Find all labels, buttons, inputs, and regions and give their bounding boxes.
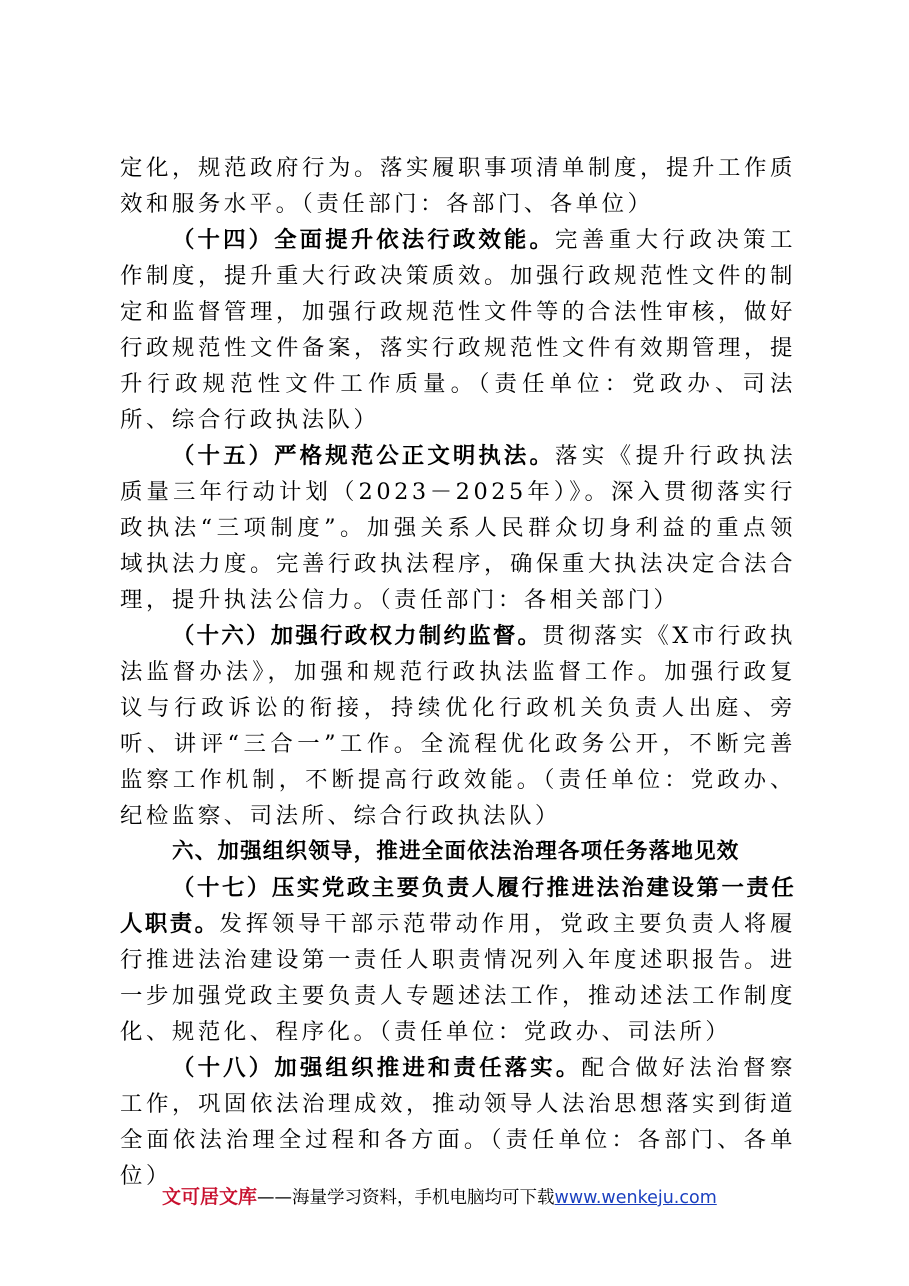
continuation-paragraph bbox=[120, 150, 796, 222]
item-16-heading: （十六）加强行政权力制约监督。 bbox=[172, 623, 543, 649]
item-17-paragraph bbox=[120, 870, 796, 1050]
item-14-text: 完善重大行政决策工作制度，提升重大行政决策质效。加强行政规范性文件的制定和监督管理，加强行政规范性文件等的合法性审核，做好行政规范性文件备案，落实行政规范性文件有效期管理，提升行政规范性文件工作质量。（责任单位：党政办、司法所、综合行政执法队） bbox=[120, 227, 797, 433]
footer-website-link[interactable]: www.wenkeju.com bbox=[554, 1188, 717, 1208]
item-17-heading: （十七）压实党政主要负责人履行推进法治建设第一责任人职责。 bbox=[120, 875, 796, 937]
document-body bbox=[120, 150, 796, 1194]
item-15-heading: （十五）严格规范公正文明执法。 bbox=[172, 443, 555, 469]
item-14-heading: （十四）全面提升依法行政效能。 bbox=[172, 227, 555, 253]
item-17-text: 发挥领导干部示范带动作用，党政主要负责人将履行推进法治建设第一责任人职责情况列入年度述职报告。进一步加强党政主要负责人专题述法工作，推动述法工作制度化、规范化、程序化。（责任单位：党政办、司法所） bbox=[120, 911, 796, 1045]
page-footer bbox=[162, 1184, 802, 1211]
section-six-heading: 六、加强组织领导，推进全面依法治理各项任务落地见效 bbox=[172, 839, 740, 864]
item-14-paragraph bbox=[120, 222, 796, 438]
paragraph-text: 定化，规范政府行为。落实履职事项清单制度，提升工作质效和服务水平。（责任部门：各部门、各单位） bbox=[120, 155, 796, 217]
footer-brand: 文可居文库 bbox=[162, 1186, 258, 1208]
item-16-text: 贯彻落实《X市行政执法监督办法》，加强和规范行政执法监督工作。加强行政复议与行政诉讼的衔接，持续优化行政机关负责人出庭、旁听、讲评“三合一”工作。全流程优化政务公开，不断完善监察工作机制，不断提高行政效能。（责任单位：党政办、纪检监察、司法所、综合行政执法队） bbox=[120, 623, 796, 829]
item-16-paragraph bbox=[120, 618, 796, 834]
item-15-paragraph bbox=[120, 438, 796, 618]
item-18-paragraph bbox=[120, 1050, 796, 1194]
item-18-heading: （十八）加强组织推进和责任落实。 bbox=[172, 1055, 582, 1081]
item-18-text: 配合做好法治督察工作，巩固依法治理成效，推动领导人法治思想落实到街道全面依法治理全过程和各方面。（责任单位：各部门、各单位） bbox=[120, 1055, 796, 1189]
footer-tagline: ——海量学习资料，手机电脑均可下载 bbox=[257, 1188, 555, 1208]
item-15-text: 落实《提升行政执法质量三年行动计划（2023－2025年）》。深入贯彻落实行政执法“三项制度”。加强关系人民群众切身利益的重点领域执法力度。完善行政执法程序，确保重大执法决定合法合理，提升执法公信力。（责任部门：各相关部门） bbox=[120, 443, 797, 613]
